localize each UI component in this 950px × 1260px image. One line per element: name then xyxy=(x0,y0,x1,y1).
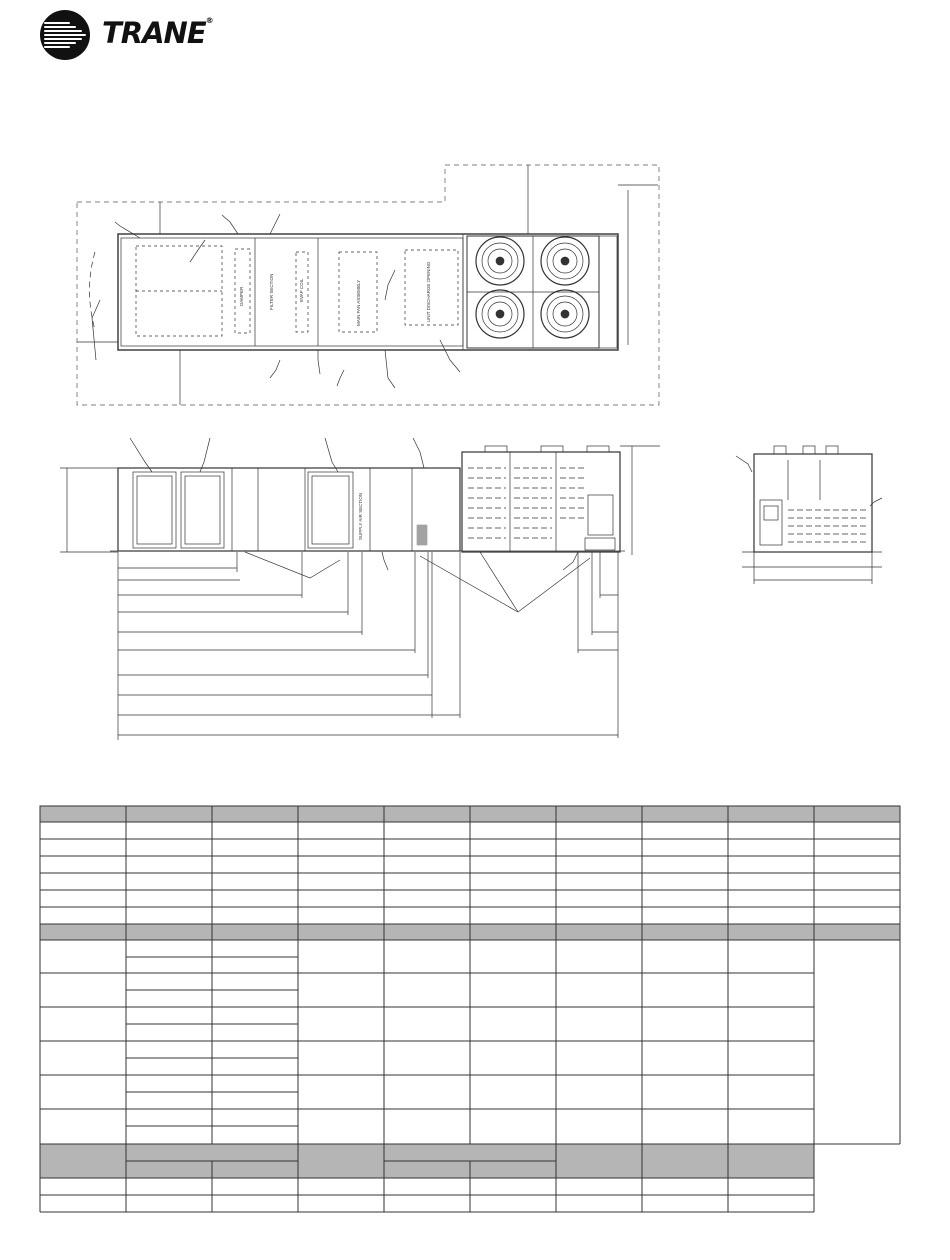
condenser-fan-icon xyxy=(476,237,524,285)
section-label-filter: FILTER SECTION xyxy=(269,273,274,310)
section-label-evap-coil: EVAP COIL xyxy=(299,278,304,302)
side-elevation xyxy=(60,438,660,740)
section-label-main-fan: MAIN FAN ASSEMBLY xyxy=(356,279,361,326)
spec-grid xyxy=(40,806,900,1212)
section-label-damper: DAMPER xyxy=(239,286,244,306)
condenser-fan-icon xyxy=(476,290,524,338)
plan-view xyxy=(77,165,659,405)
condenser-fan-icon xyxy=(541,237,589,285)
section-label-supply-air: SUPPLY AIR SECTION xyxy=(358,492,363,540)
plan-section-labels xyxy=(239,261,431,326)
brand-name: TRANE® xyxy=(102,16,213,50)
condenser-fan-icon xyxy=(541,290,589,338)
section-label-discharge: UNIT DISCHARGE OPENING xyxy=(426,261,431,322)
end-elevation xyxy=(736,446,882,584)
